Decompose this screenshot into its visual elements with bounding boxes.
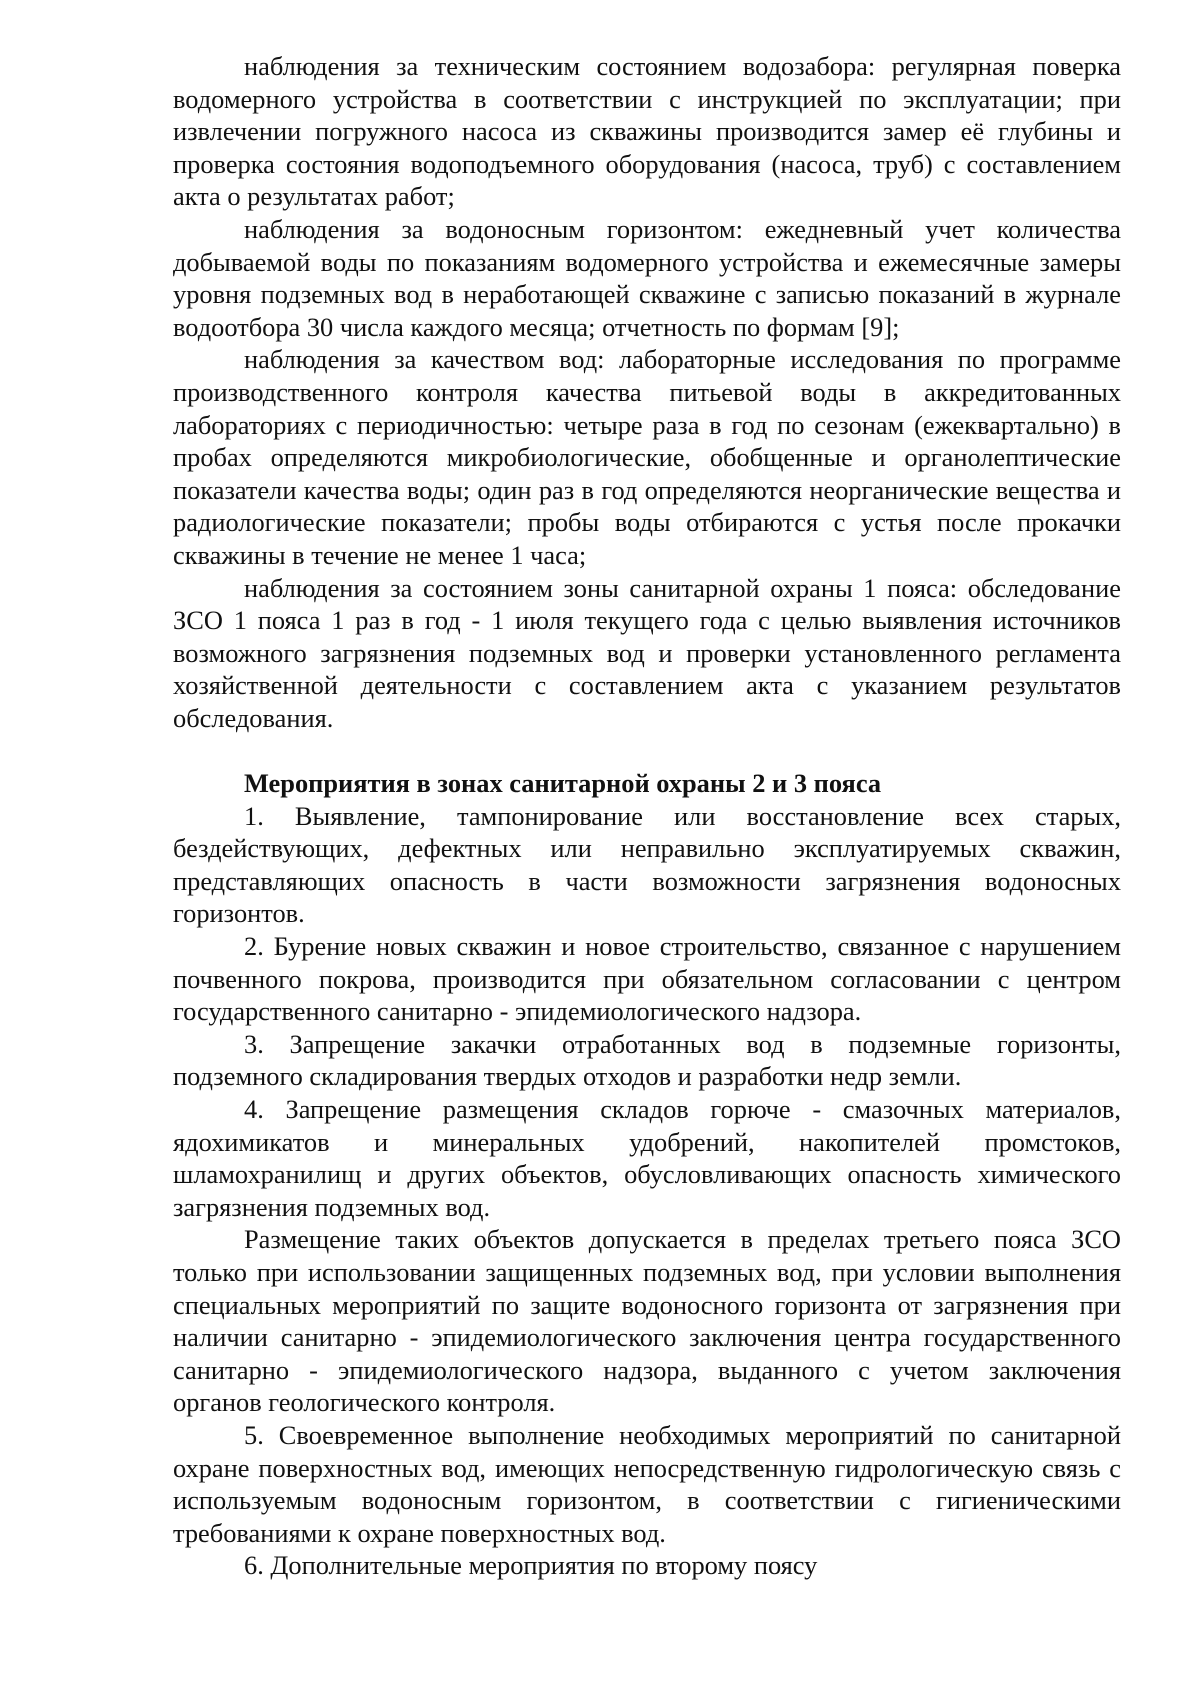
list-item-4: 4. Запрещение размещения складов горюче - смазочных материалов, ядохимикатов и минеральных удобрений, накопителей промстоков, шламохранилищ и других объектов, обусловливающих опасность химического загрязнения подземных вод. bbox=[173, 1094, 1121, 1222]
list-item-5: 5. Своевременное выполнение необходимых мероприятий по санитарной охране поверхностных вод, имеющих непосредственную гидрологическую связь с используемым водоносным горизонтом, в соответствии с гигиеническими требованиями к охране поверхностных вод. bbox=[173, 1419, 1121, 1548]
list-item-3: 3. Запрещение закачки отработанных вод в подземные горизонты, подземного складирования твердых отходов и разработки недр земли. bbox=[173, 1028, 1121, 1092]
paragraph-water-intake-monitoring: наблюдения за техническим состоянием водозабора: регулярная поверка водомерного устройства в соответствии с инструкцией по эксплуатации; при извлечении погружного насоса из скважины производится замер её глубины и проверка состояния водоподъемного оборудования (насоса, труб) с составлением акта о результатах работ; bbox=[173, 51, 1121, 212]
list-item-1: 1. Выявление, тампонирование или восстановление всех старых, бездействующих, дефектных или неправильно эксплуатируемых скважин, представляющих опасность в части возможности загрязнения водоносных горизонтов. bbox=[173, 800, 1121, 929]
paragraph-placement-conditions: Размещение таких объектов допускается в пределах третьего пояса ЗСО только при использовании защищенных подземных вод, при условии выполнения специальных мероприятий по защите водоносного горизонта от загрязнения при наличии санитарно - эпидемиологического заключения центра государственного санитарно - эпидемиологического надзора, выданного с учетом заключения органов геологического контроля. bbox=[173, 1224, 1121, 1418]
paragraph-water-quality-monitoring: наблюдения за качеством вод: лабораторные исследования по программе производственного контроля качества питьевой воды в аккредитованных лабораториях с периодичностью: четыре раза в год по сезонам (ежеквартально) в пробах определяются микробиологические, обобщенные и органолептические показатели качества воды; один раз в год определяются неорганические вещества и радиологические показатели; пробы воды отбираются с устья после прокачки скважины в течение не менее 1 часа; bbox=[173, 344, 1121, 570]
list-item-6: 6. Дополнительные мероприятия по второму поясу bbox=[244, 1550, 818, 1581]
paragraph-zone-monitoring: наблюдения за состоянием зоны санитарной охраны 1 пояса: обследование ЗСО 1 пояса 1 раз в год - 1 июля текущего года с целью выявления источников возможного загрязнения подземных вод и проверки установленного регламента хозяйственной деятельности с составлением акта с указанием результатов обследования. bbox=[173, 572, 1121, 733]
list-item-2: 2. Бурение новых скважин и новое строительство, связанное с нарушением почвенного покрова, производится при обязательном согласовании с центром государственного санитарно - эпидемиологического надзора. bbox=[173, 931, 1121, 1027]
document-page bbox=[173, 50, 1121, 1582]
paragraph-aquifer-monitoring: наблюдения за водоносным горизонтом: ежедневный учет количества добываемой воды по показаниям водомерного устройства и ежемесячные замеры уровня подземных вод в неработающей скважине с записью показаний в журнале водоотбора 30 числа каждого месяца; отчетность по формам [9]; bbox=[173, 213, 1121, 342]
section-heading: Мероприятия в зонах санитарной охраны 2 и 3 пояса bbox=[244, 768, 882, 799]
